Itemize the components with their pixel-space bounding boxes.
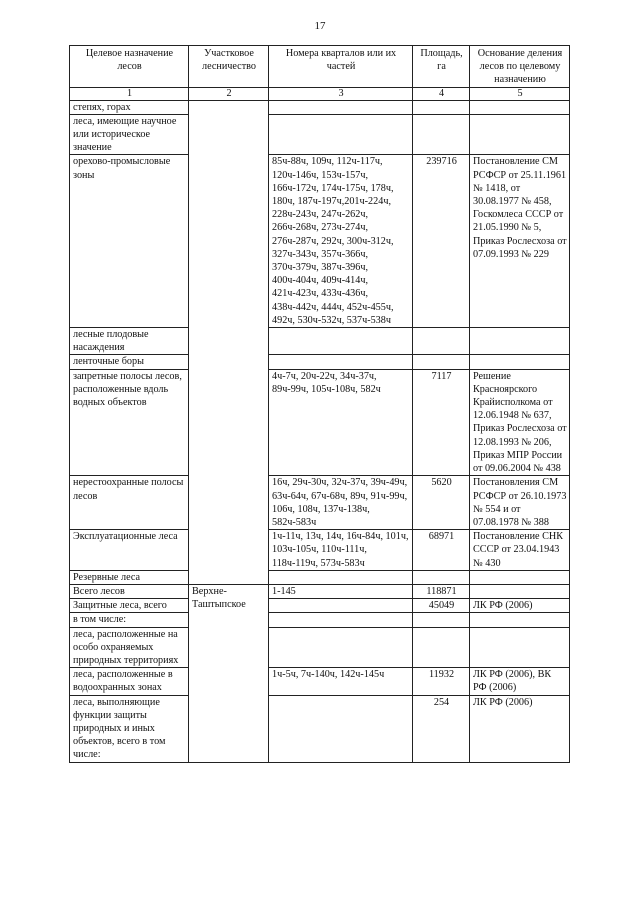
basis-cell: ЛК РФ (2006): [470, 695, 570, 762]
quarters-cell: [269, 570, 413, 584]
purpose-cell: лесные плодовые насаждения: [70, 328, 189, 355]
purpose-cell: Резервные леса: [70, 570, 189, 584]
basis-cell: [470, 584, 570, 598]
purpose-cell: в том числе:: [70, 613, 189, 627]
table-row: [70, 328, 570, 355]
table-row: [70, 530, 570, 571]
column-number: 3: [269, 87, 413, 100]
table-row: [70, 668, 570, 695]
column-number: 1: [70, 87, 189, 100]
quarters-cell: [269, 695, 413, 762]
forestry-name-cell: Верхне-Таштыпское: [189, 584, 269, 762]
quarters-cell: [269, 355, 413, 369]
forestry-cell-empty: [189, 100, 269, 584]
column-number: 4: [413, 87, 470, 100]
table-row: [70, 599, 570, 613]
area-cell: 68971: [413, 530, 470, 571]
area-cell: [413, 114, 470, 155]
basis-cell: ЛК РФ (2006): [470, 599, 570, 613]
column-number: 2: [189, 87, 269, 100]
area-cell: 11932: [413, 668, 470, 695]
basis-cell: [470, 114, 570, 155]
purpose-cell: Всего лесов: [70, 584, 189, 598]
quarters-cell: [269, 613, 413, 627]
quarters-cell: 1ч-11ч, 13ч, 14ч, 16ч-84ч, 101ч, 103ч-105ч, 110ч-111ч, 118ч-119ч, 573ч-583ч: [269, 530, 413, 571]
quarters-cell: [269, 599, 413, 613]
purpose-cell: леса, выполняющие функции защиты природных и иных объектов, всего в том числе:: [70, 695, 189, 762]
basis-cell: Решение Красноярского Крайисполкома от 12.06.1948 № 637, Приказ Рослесхоза от 12.08.1993 № 206, Приказ МПР России от 09.06.2004 № 438: [470, 369, 570, 476]
quarters-cell: [269, 627, 413, 668]
quarters-cell: 85ч-88ч, 109ч, 112ч-117ч, 120ч-146ч, 153ч-157ч, 166ч-172ч, 174ч-175ч, 178ч, 180ч, 187ч-197ч,201ч-224ч, 228ч-243ч, 247ч-262ч, 266ч-268ч, 273ч-274ч, 276ч-287ч, 292ч, 300ч-312ч, 327ч-343ч, 357ч-366ч, 370ч-379ч, 387ч-396ч, 400ч-404ч, 409ч-414ч, 421ч-423ч, 433ч-436ч, 438ч-442ч, 444ч, 452ч-455ч, 492ч, 530ч-532ч, 537ч-538ч: [269, 155, 413, 328]
header-basis: Основание деления лесов по целевому назначению: [470, 46, 570, 88]
basis-cell: Постановление СМ РСФСР от 25.11.1961 № 1418, от 30.08.1977 № 458, Госкомлеса СССР от 21.05.1990 № 5, Приказ Рослесхоза от 07.09.1993 № 229: [470, 155, 570, 328]
purpose-cell: леса, имеющие научное или историческое значение: [70, 114, 189, 155]
basis-cell: ЛК РФ (2006), ВК РФ (2006): [470, 668, 570, 695]
table-row: [70, 570, 570, 584]
quarters-cell: 4ч-7ч, 20ч-22ч, 34ч-37ч, 89ч-99ч, 105ч-108ч, 582ч: [269, 369, 413, 476]
basis-cell: [470, 355, 570, 369]
area-cell: [413, 627, 470, 668]
purpose-cell: Эксплуатационные леса: [70, 530, 189, 571]
area-cell: 254: [413, 695, 470, 762]
table-row: [70, 369, 570, 476]
area-cell: 5620: [413, 476, 470, 530]
area-cell: [413, 355, 470, 369]
area-cell: [413, 100, 470, 114]
table-row: [70, 613, 570, 627]
purpose-cell: леса, расположенные в водоохранных зонах: [70, 668, 189, 695]
area-cell: 118871: [413, 584, 470, 598]
quarters-cell: [269, 328, 413, 355]
purpose-cell: запретные полосы лесов, расположенные вдоль водных объектов: [70, 369, 189, 476]
table-row: [70, 355, 570, 369]
table-row: [70, 114, 570, 155]
basis-cell: [470, 100, 570, 114]
area-cell: 239716: [413, 155, 470, 328]
basis-cell: [470, 328, 570, 355]
quarters-cell: 1-145: [269, 584, 413, 598]
basis-cell: Постановление СНК СССР от 23.04.1943 № 430: [470, 530, 570, 571]
table-row: [70, 476, 570, 530]
area-cell: 45049: [413, 599, 470, 613]
quarters-cell: [269, 100, 413, 114]
area-cell: [413, 328, 470, 355]
column-number-row: [70, 87, 570, 100]
header-purpose: Целевое назначение лесов: [70, 46, 189, 88]
area-cell: [413, 613, 470, 627]
purpose-cell: нерестоохранные полосы лесов: [70, 476, 189, 530]
page-number: 17: [314, 20, 326, 32]
header-area: Площадь, га: [413, 46, 470, 88]
quarters-cell: 1ч-5ч, 7ч-140ч, 142ч-145ч: [269, 668, 413, 695]
basis-cell: [470, 570, 570, 584]
table-row: [70, 695, 570, 762]
header-row: [70, 46, 570, 88]
header-forestry: Участковое лесничество: [189, 46, 269, 88]
forest-purpose-table: [69, 45, 570, 763]
header-quarters: Номера кварталов или их частей: [269, 46, 413, 88]
table-row: [70, 100, 570, 114]
purpose-cell: орехово-промысловые зоны: [70, 155, 189, 328]
area-cell: 7117: [413, 369, 470, 476]
purpose-cell: Защитные леса, всего: [70, 599, 189, 613]
basis-cell: [470, 613, 570, 627]
table-row: [70, 155, 570, 328]
column-number: 5: [470, 87, 570, 100]
quarters-cell: [269, 114, 413, 155]
quarters-cell: 16ч, 29ч-30ч, 32ч-37ч, 39ч-49ч, 63ч-64ч, 67ч-68ч, 89ч, 91ч-99ч, 106ч, 108ч, 137ч-138ч, 582ч-583ч: [269, 476, 413, 530]
purpose-cell: степях, горах: [70, 100, 189, 114]
table-row: [70, 584, 570, 598]
basis-cell: [470, 627, 570, 668]
purpose-cell: леса, расположенные на особо охраняемых природных территориях: [70, 627, 189, 668]
purpose-cell: ленточные боры: [70, 355, 189, 369]
table-row: [70, 627, 570, 668]
basis-cell: Постановления СМ РСФСР от 26.10.1973 № 554 и от 07.08.1978 № 388: [470, 476, 570, 530]
area-cell: [413, 570, 470, 584]
